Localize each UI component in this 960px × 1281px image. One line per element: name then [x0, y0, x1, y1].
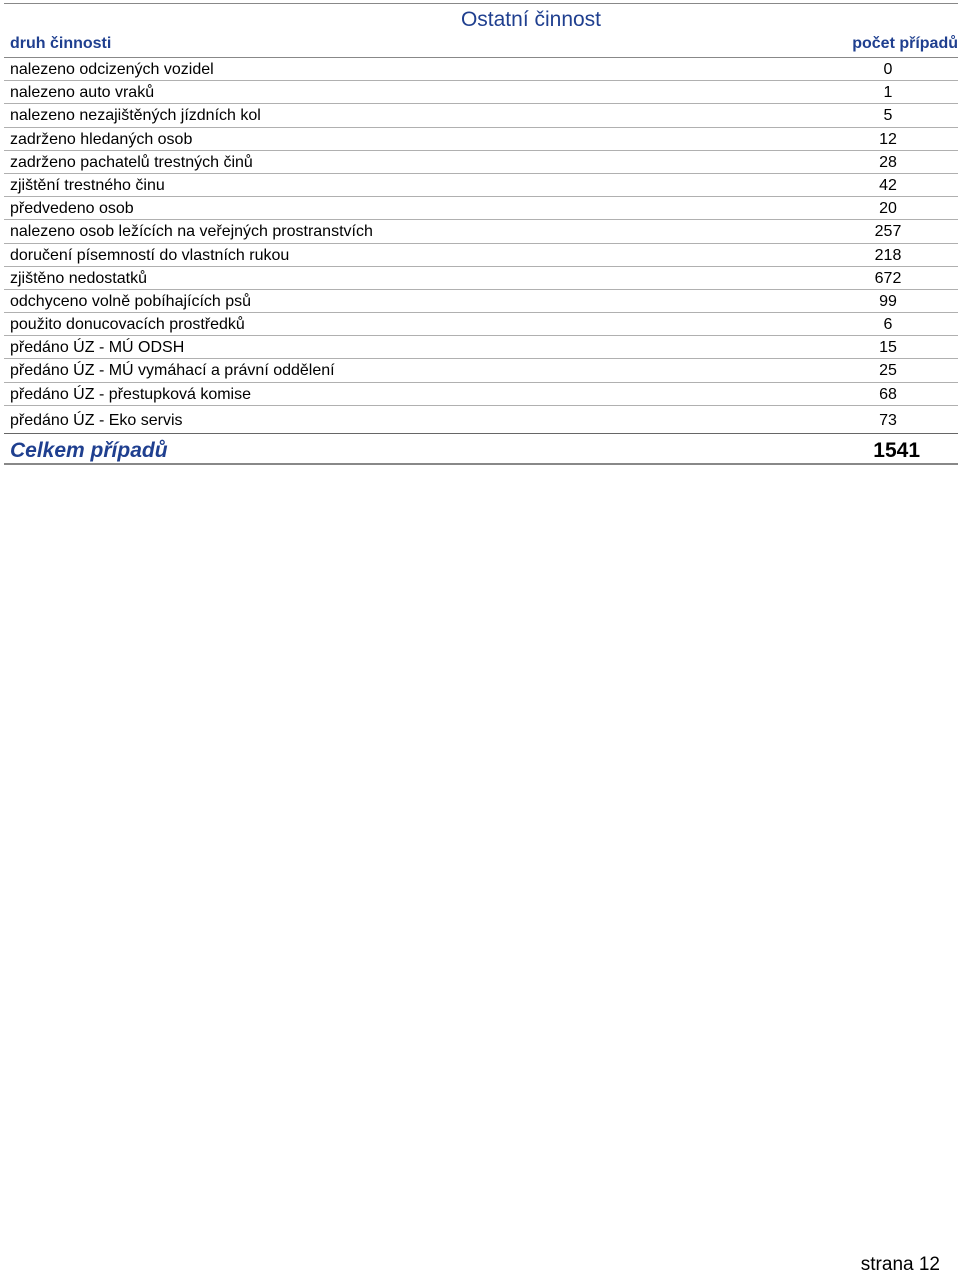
activity-rows	[4, 58, 958, 433]
row-value: 672	[874, 269, 902, 287]
row-label: zadrženo pachatelů trestných činů	[10, 153, 253, 171]
activity-column-header: druh činnosti	[10, 35, 112, 52]
row-value: 73	[879, 411, 897, 429]
table-row	[4, 290, 958, 313]
row-label: nalezeno osob ležících na veřejných prostranstvích	[10, 223, 373, 241]
row-value: 28	[879, 153, 897, 171]
table-row	[4, 104, 958, 127]
row-label: zjištěno nedostatků	[10, 269, 147, 287]
total-row	[4, 433, 958, 465]
row-label: nalezeno auto vraků	[10, 84, 155, 102]
row-label: předvedeno osob	[10, 200, 134, 218]
row-value: 42	[879, 176, 897, 194]
table-row	[4, 244, 958, 267]
row-value: 15	[879, 339, 897, 357]
row-label: předáno ÚZ - MÚ ODSH	[10, 339, 185, 357]
row-label: doručení písemností do vlastních rukou	[10, 246, 290, 264]
row-label: nalezeno odcizených vozidel	[10, 61, 214, 78]
row-value: 1	[883, 84, 893, 102]
row-label: nalezeno nezajištěných jízdních kol	[10, 107, 261, 125]
table-row	[4, 406, 958, 433]
table-row	[4, 220, 958, 243]
page-number: strana 12	[860, 1254, 940, 1275]
total-value: 1541	[873, 438, 920, 462]
table-row	[4, 151, 958, 174]
report-title-row	[4, 3, 958, 32]
row-label: předáno ÚZ - Eko servis	[10, 411, 183, 429]
table-row	[4, 267, 958, 290]
row-label: předáno ÚZ - přestupková komise	[10, 385, 251, 403]
table-row	[4, 383, 958, 406]
row-value: 6	[883, 316, 893, 334]
table-row	[4, 336, 958, 359]
total-label: Celkem případů	[10, 438, 168, 462]
row-value: 99	[879, 292, 897, 310]
table-row	[4, 128, 958, 151]
table-row	[4, 313, 958, 336]
count-column-header: počet případů	[852, 35, 958, 52]
row-label: zjištění trestného činu	[10, 176, 165, 194]
row-label: předáno ÚZ - MÚ vymáhací a právní oddělení	[10, 362, 335, 380]
table-header	[4, 32, 958, 58]
row-value: 12	[879, 130, 897, 148]
row-value: 218	[874, 246, 902, 264]
table-row	[4, 359, 958, 382]
row-value: 25	[879, 362, 897, 380]
row-label: zadrženo hledaných osob	[10, 130, 193, 148]
table-row	[4, 81, 958, 104]
row-label: použito donucovacích prostředků	[10, 316, 245, 334]
table-row	[4, 58, 958, 81]
activity-report	[4, 3, 958, 465]
table-row	[4, 197, 958, 220]
row-value: 68	[879, 385, 897, 403]
row-value: 0	[883, 61, 893, 78]
report-title: Ostatní činnost	[460, 8, 602, 31]
row-label: odchyceno volně pobíhajících psů	[10, 292, 252, 310]
row-value: 5	[883, 107, 893, 125]
row-value: 257	[874, 223, 902, 241]
row-value: 20	[879, 200, 897, 218]
table-row	[4, 174, 958, 197]
